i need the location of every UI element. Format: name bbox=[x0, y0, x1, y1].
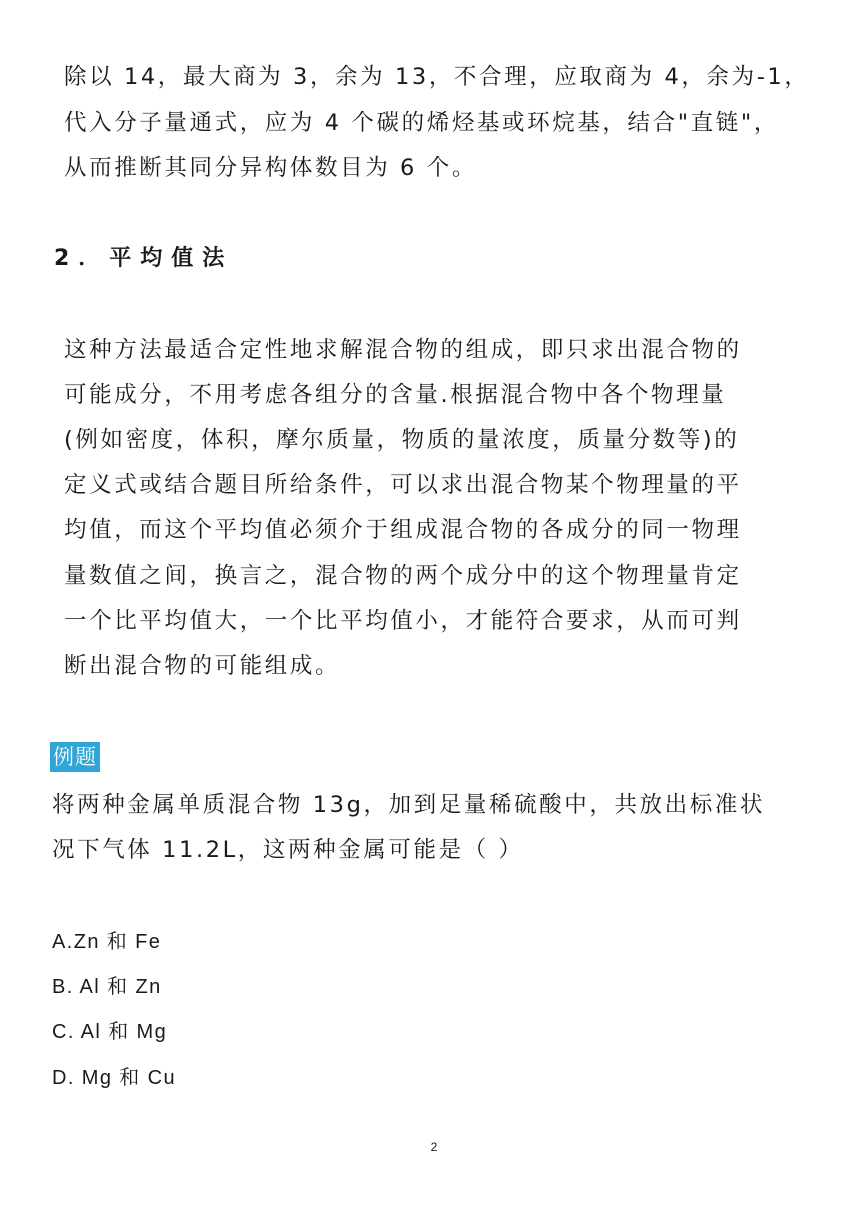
option-d: D. Mg 和 Cu bbox=[52, 1067, 177, 1089]
question-line-1: 将两种金属单质混合物 13g，加到足量稀硫酸中，共放出标准状 bbox=[52, 792, 766, 818]
example-badge: 例题 bbox=[50, 742, 100, 772]
body-line-4: 定义式或结合题目所给条件，可以求出混合物某个物理量的平 bbox=[64, 472, 742, 498]
intro-line-1: 除以 14，最大商为 3，余为 13，不合理，应取商为 4，余为-1， bbox=[64, 64, 810, 90]
option-c: C. Al 和 Mg bbox=[52, 1021, 168, 1043]
option-a: A.Zn 和 Fe bbox=[52, 931, 162, 953]
section-heading: 2．平均值法 bbox=[54, 246, 234, 271]
body-line-3: (例如密度，体积，摩尔质量，物质的量浓度，质量分数等)的 bbox=[64, 427, 740, 453]
body-line-7: 一个比平均值大，一个比平均值小，才能符合要求，从而可判 bbox=[64, 608, 742, 634]
body-line-5: 均值，而这个平均值必须介于组成混合物的各成分的同一物理 bbox=[64, 517, 742, 543]
page-number: 2 bbox=[430, 1140, 438, 1154]
intro-line-3: 从而推断其同分异构体数目为 6 个。 bbox=[64, 155, 477, 181]
body-line-1: 这种方法最适合定性地求解混合物的组成，即只求出混合物的 bbox=[64, 337, 742, 363]
body-line-6: 量数值之间，换言之，混合物的两个成分中的这个物理量肯定 bbox=[64, 563, 742, 589]
body-line-8: 断出混合物的可能组成。 bbox=[64, 653, 341, 679]
intro-line-2: 代入分子量通式，应为 4 个碳的烯烃基或环烷基，结合"直链"， bbox=[64, 110, 779, 136]
body-line-2: 可能成分，不用考虑各组分的含量.根据混合物中各个物理量 bbox=[64, 382, 727, 408]
option-b: B. Al 和 Zn bbox=[52, 976, 162, 998]
question-line-2: 况下气体 11.2L，这两种金属可能是（ ） bbox=[52, 837, 524, 863]
